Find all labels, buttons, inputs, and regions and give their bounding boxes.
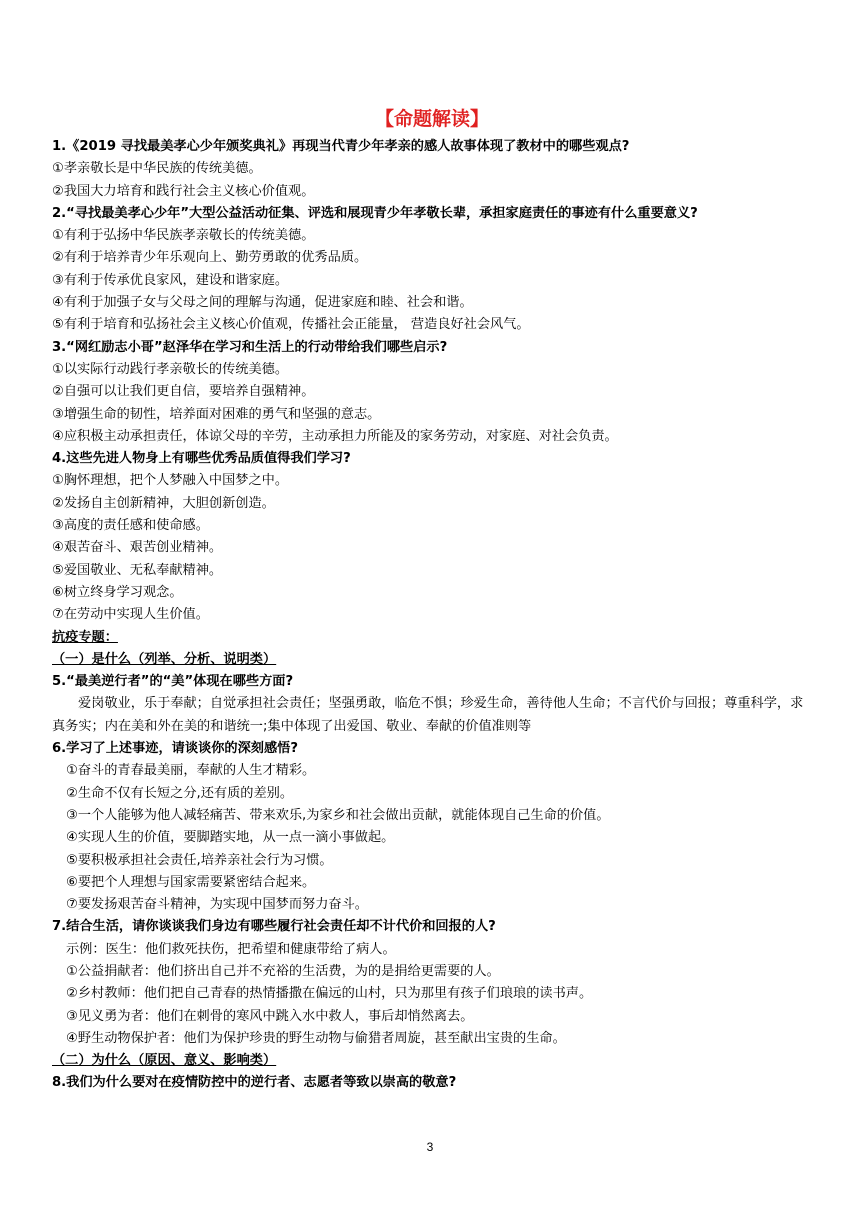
section-heading: （二）为什么（原因、意义、影响类） [52, 1053, 277, 1069]
document-body [52, 136, 812, 1095]
answer-line: ③高度的责任感和使命感。 [52, 518, 209, 534]
page-number: 3 [426, 1140, 434, 1154]
section-title: 【命题解读】 [374, 108, 489, 130]
answer-line: ⑦要发扬艰苦奋斗精神，为实现中国梦而努力奋斗。 [66, 897, 368, 913]
document-page [52, 104, 812, 1095]
question-line: 6.学习了上述事迹，请谈谈你的深刻感悟? [52, 741, 299, 757]
answer-line: ②自强可以让我们更自信，要培养自强精神。 [52, 384, 315, 400]
section-heading: 抗疫专题： [52, 629, 118, 645]
answer-line: ⑦在劳动中实现人生价值。 [52, 607, 209, 623]
answer-line: ③有利于传承优良家风，建设和谐家庭。 [52, 272, 289, 288]
answer-line: ②有利于培养青少年乐观向上、勤劳勇敢的优秀品质。 [52, 250, 368, 266]
question-line: 2.“寻找最美孝心少年”大型公益活动征集、评选和展现青少年孝敬长辈，承担家庭责任的事迹有什么重要意义? [52, 205, 698, 221]
answer-line: 示例：医生：他们救死扶伤，把希望和健康带给了病人。 [66, 941, 396, 957]
answer-line: ②乡村教师：他们把自己青春的热情播撒在偏远的山村，只为那里有孩子们琅琅的读书声。 [66, 986, 593, 1002]
answer-line: ①公益捐献者：他们挤出自己并不充裕的生活费，为的是捐给更需要的人。 [66, 963, 500, 979]
question-line: 8.我们为什么要对在疫情防控中的逆行者、志愿者等致以崇高的敬意? [52, 1075, 457, 1091]
question-line: 4.这些先进人物身上有哪些优秀品质值得我们学习? [52, 451, 351, 467]
answer-line: ③见义勇为者：他们在刺骨的寒风中跳入水中救人，事后却悄然离去。 [66, 1008, 474, 1024]
answer-line: ①以实际行动践行孝亲敬长的传统美德。 [52, 361, 289, 377]
answer-paragraph: 爱岗敬业，乐于奉献；自觉承担社会责任；坚强勇敢，临危不惧；珍爱生命，善待他人生命；不言代价与回报；尊重科学，求真务实；内在美和外在美的和谐统一;集中体现了出爱国、敬业、奉献的价值准则等 [52, 696, 804, 734]
question-line: 1.《2019 寻找最美孝心少年颁奖典礼》再现当代青少年孝亲的感人故事体现了教材中的哪些观点? [52, 139, 630, 154]
answer-line: ②我国大力培育和践行社会主义核心价值观。 [52, 183, 315, 199]
answer-line: ⑥树立终身学习观念。 [52, 584, 183, 600]
question-line: 7.结合生活，请你谈谈我们身边有哪些履行社会责任却不计代价和回报的人? [52, 919, 496, 935]
answer-line: ①孝亲敬长是中华民族的传统美德。 [52, 161, 262, 177]
question-line: 5.“最美逆行者”的“美”体现在哪些方面? [52, 674, 294, 690]
answer-line: ①有利于弘扬中华民族孝亲敬长的传统美德。 [52, 228, 315, 244]
answer-line: ②发扬自主创新精神，大胆创新创造。 [52, 495, 275, 511]
section-heading: （一）是什么（列举、分析、说明类） [52, 651, 277, 667]
answer-line: ⑤爱国敬业、无私奉献精神。 [52, 562, 223, 578]
answer-line: ③增强生命的韧性，培养面对困难的勇气和坚强的意志。 [52, 406, 381, 422]
answer-line: ⑥要把个人理想与国家需要紧密结合起来。 [66, 874, 316, 890]
answer-line: ①胸怀理想，把个人梦融入中国梦之中。 [52, 473, 289, 489]
answer-line: ①奋斗的青春最美丽，奉献的人生才精彩。 [66, 763, 316, 779]
answer-line: ④艰苦奋斗、艰苦创业精神。 [52, 540, 223, 556]
answer-line: ⑤要积极承担社会责任,培养亲社会行为习惯。 [66, 852, 333, 868]
answer-line: ④应积极主动承担责任，体谅父母的辛劳，主动承担力所能及的家务劳动，对家庭、对社会负责。 [52, 428, 618, 444]
answer-line: ④有利于加强子女与父母之间的理解与沟通，促进家庭和睦、社会和谐。 [52, 295, 473, 311]
answer-line: ②生命不仅有长短之分,还有质的差别。 [66, 785, 294, 801]
question-line: 3.“网红励志小哥”赵泽华在学习和生活上的行动带给我们哪些启示? [52, 339, 448, 355]
answer-line: ⑤有利于培育和弘扬社会主义核心价值观，传播社会正能量， 营造良好社会风气。 [52, 317, 530, 333]
answer-line: ④野生动物保护者：他们为保护珍贵的野生动物与偷猎者周旋，甚至献出宝贵的生命。 [66, 1030, 566, 1046]
answer-line: ③一个人能够为他人减轻痛苦、带来欢乐,为家乡和社会做出贡献，就能体现自己生命的价值。 [66, 807, 610, 823]
answer-line: ④实现人生的价值，要脚踏实地，从一点一滴小事做起。 [66, 830, 395, 846]
